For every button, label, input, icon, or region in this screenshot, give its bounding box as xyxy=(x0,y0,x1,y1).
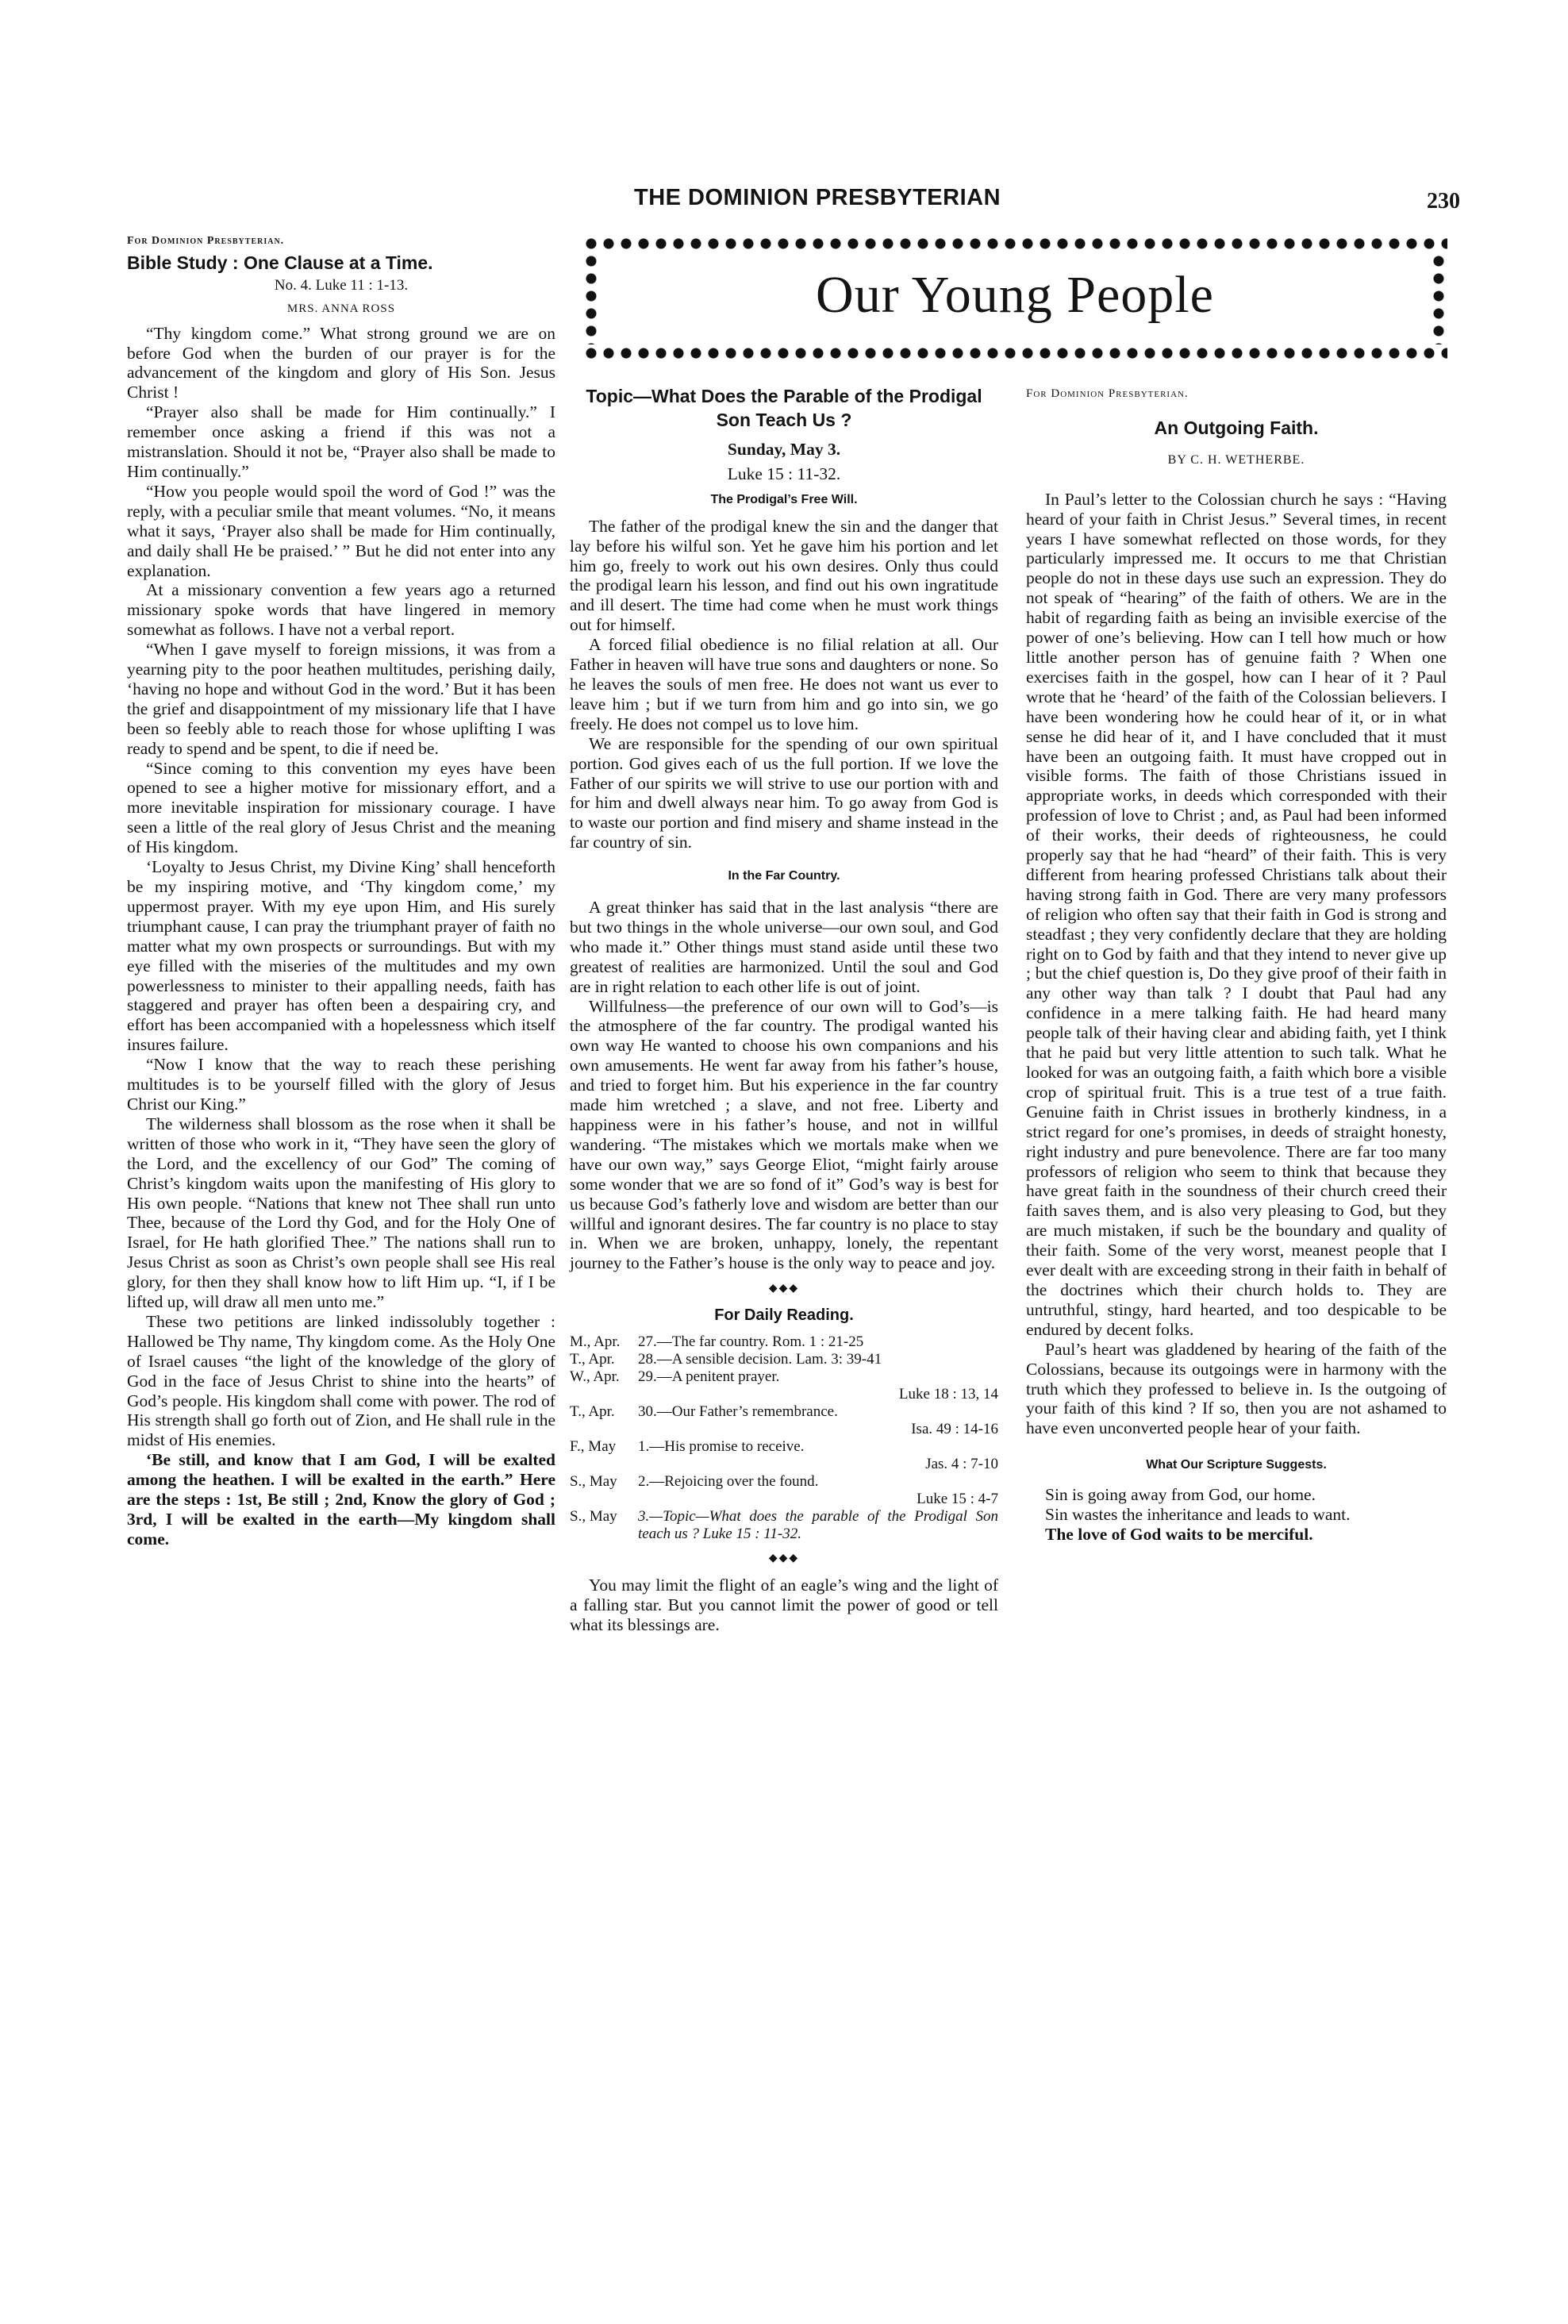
left-paragraph: The wilderness shall blossom as the rose when it shall be written of those who work in it, “They have seen the glory of the Lord, and the excellency of our God” The coming of Christ’s kingdom waits upon the manifesting of His glory to His own people. “Nations that knew not Thee shall run unto Thee, because of the Lord thy God, and for the Holy One of Israel, for He hath glorified Thee.” The nations shall run to Jesus Christ as soon as Christ’s own people shall see His real glory, for then they shall know how to lift Him up. “I, if I be lifted up, will draw all men unto me.” xyxy=(127,1114,555,1312)
left-paragraph: ‘Be still, and know that I am God, I will be exalted among the heathen. I will be exalted in the earth.” Here are the steps : 1st, Be still ; 2nd, Know the glory of God ; 3rd, I will be exalted in the earth—My kingdom shall come. xyxy=(127,1450,555,1549)
left-paragraph: ‘Loyalty to Jesus Christ, my Divine King’ shall henceforth be my inspiring motive, and ‘Thy kingdom come,’ my uppermost prayer. With my eye upon Him, and His surely triumphant cause, I can pray the triumphant prayer of faith no matter what my own prospects or surroundings. But with my eye filled with the miseries of the multitudes and my own powerlessness to minister to their appalling needs, faith has staggered and prayer has often been a despairing cry, and effort has been accompanied with a hopelessness which itself insures failure. xyxy=(127,857,555,1055)
right-sub-paragraph: Sin wastes the inheritance and leads to want. xyxy=(1045,1505,1351,1525)
page-header: THE DOMINION PRESBYTERIAN xyxy=(633,185,1001,210)
reading-row xyxy=(570,1403,998,1421)
ornament-divider: ◆◆◆ xyxy=(768,1283,800,1295)
reading-ref: Luke 18 : 13, 14 xyxy=(898,1386,998,1403)
right-paragraph: In Paul’s letter to the Colossian church he says : “Having heard of your faith in Christ Jesus.” Several times, in recent years I have somewhat reflected on those words, for they particularly impressed me. It occurs to me that Christian people do not in these days use such an expression. They do not speak of “hearing” of the faith of others. We are in the habit of regarding faith as being an invisible exercise of the power of one’s believing. How can I tell how much or how little another person has of genuine faith ? When one exercises faith in the gospel, how can I hear of it ? Paul wrote that he ‘heard’ of the faith of the Colossian believers. I have been wondering how he could hear of it, or in what sense he did hear of it, and I have concluded that it must have been an outgoing faith. It must have cropped out in visible forms. The faith of those Christians issued in appropriate works, in deeds which corresponded with their profession of love to Christ ; and, as Paul had been informed of their works, their deeds of righteousness, he could properly say that he had “heard” of their faith. This is very different from hearing professed Christians talk about their having strong faith in God. There are very many professors of religion who often say that their faith in God is strong and steadfast ; they very confidently declare that they are holding right on to God by faith and that they intend to never give up ; but the chief question is, Do they give proof of their faith in any other way than talk ? I doubt that Paul had any confidence in a mere talking faith. He had heard many people talk of their having clear and abiding faith, yet I think that he paid but very little attention to such talk. What he looked for was an outgoing faith, a faith which bore a visible crop of spiritual fruit. This is a true test of a true faith. Genuine faith in Christ issues in brotherly kindness, in a strict regard for one’s promises, in deeds of straight honesty, right industry and pure benevolence. There are far too many professors of religion who seem to think that because they have great faith in the soundness of their church creed their faith saves them, and is also very pleasing to God, but they are much mistaken, if such be the boundary and quality of their faith. Some of the very worst, meanest people that I ever dealt with are exceeding strong in their faith in behalf of the doctrines which their church holds to. They are untruthful, stingy, hard hearted, and too despicable to be endured by decent folks. xyxy=(1026,489,1447,1339)
left-paragraph: “How you people would spoil the word of God !” was the reply, with a peculiar smile that meant volumes. “No, it means what it says, ‘Prayer also shall be made for Him continually, and daily shall He be praised.’ ” But he did not enter into any explanation. xyxy=(127,481,555,580)
reading-text: 29.—A penitent prayer. xyxy=(638,1368,780,1386)
reading-day: T., Apr. xyxy=(570,1351,615,1368)
reading-day: F., May xyxy=(570,1438,617,1456)
topic-heading: Topic—What Does the Parable of the Prodigal Son Teach Us ? xyxy=(586,386,982,430)
middle-paragraph: Willfulness—the preference of our own will to God’s—is the atmosphere of the far country. The prodigal wanted his own way He wanted to choose his own companions and his own amusements. He went far away from his father’s house, and tried to forget him. But his experience in the far country made him wretched ; a slave, and not free. Liberty and happiness were in his father’s house, and not in willful wandering. “The mistakes which we mortals make when we have our own way,” says George Eliot, “might fairly arouse some wonder that we are so fond of it” God’s way is best for us because God’s fatherly love and wisdom are better than our willful and ignorant desires. The far country is no place to stay in. When we are broken, unhappy, lonely, the repentant journey to the Father’s house is the only way to peace and joy. xyxy=(570,996,998,1273)
left-column xyxy=(127,232,555,1549)
left-paragraph: “Now I know that the way to reach these perishing multitudes is to be yourself filled with the glory of Jesus Christ our King.” xyxy=(127,1055,555,1114)
right-kicker: For Dominion Presbyterian. xyxy=(1026,387,1189,400)
topic-scripture: Luke 15 : 11-32. xyxy=(727,464,841,483)
page-number: 230 xyxy=(1427,189,1460,214)
right-paragraph: Paul’s heart was gladdened by hearing of the faith of the Colossians, because its outgoings were in harmony with the truth which they professed to believe in. Is the outgoing of your faith of this kind ? If so, then you are not ashamed to have even unconverted people hear of your faith. xyxy=(1026,1339,1447,1438)
section-banner xyxy=(582,235,1447,362)
left-paragraph: “Thy kingdom come.” What strong ground we are on before God when the burden of our prayer is for the advancement of the kingdom and glory of His Son. Jesus Christ ! xyxy=(127,323,555,402)
reading-ref: Jas. 4 : 7-10 xyxy=(925,1456,998,1473)
reading-day: M., Apr. xyxy=(570,1333,621,1351)
left-paragraph: At a missionary convention a few years ago a returned missionary spoke words that have lingered in memory somewhat as follows. I have not a verbal report. xyxy=(127,580,555,640)
topic-date: Sunday, May 3. xyxy=(727,440,841,459)
reading-row xyxy=(570,1351,998,1368)
reading-day: W., Apr. xyxy=(570,1368,620,1386)
reading-text: 28.—A sensible decision. Lam. 3: 39-41 xyxy=(638,1351,882,1368)
reading-ref: Luke 15 : 4-7 xyxy=(917,1491,998,1508)
reading-day: S., May xyxy=(570,1473,617,1491)
reading-row xyxy=(570,1333,998,1351)
reading-row xyxy=(570,1473,998,1491)
section-heading-free-will: The Prodigal’s Free Will. xyxy=(710,492,858,506)
right-sub-paragraph: Sin is going away from God, our home. xyxy=(1045,1485,1316,1505)
left-paragraph: These two petitions are linked indissolubly together : Hallowed be Thy name, Thy kingdom come. As the Holy One of Israel causes “the light of the knowledge of the glory of God in the face of Jesus Christ to shine into the hearts” of God’s people. His kingdom shall come with power. The rod of His strength shall go forth out of Zion, and He shall rule in the midst of His enemies. xyxy=(127,1311,555,1450)
reading-text: 1.—His promise to receive. xyxy=(638,1438,805,1456)
right-column xyxy=(1026,384,1447,1545)
middle-paragraph: We are responsible for the spending of our own spiritual portion. God gives each of us the full portion. If we love the Father of our spirits we will strive to use our portion with and for him and dwell always near him. To go away from God is to waste our portion and find misery and shame instead in the far country of sin. xyxy=(570,733,998,852)
left-article-number: No. 4. Luke 11 : 1-13. xyxy=(274,276,409,294)
left-kicker: For Dominion Presbyterian. xyxy=(127,235,285,247)
left-paragraph: “Since coming to this convention my eyes have been opened to see a higher motive for missionary effort, and a more inevitable inspiration for missionary courage. I have seen a little of the real glory of Jesus Christ and the meaning of His kingdom. xyxy=(127,758,555,857)
right-article-title: An Outgoing Faith. xyxy=(1154,417,1319,438)
reading-row xyxy=(570,1508,998,1543)
middle-column xyxy=(570,384,998,1635)
reading-ref: Isa. 49 : 14-16 xyxy=(911,1421,998,1438)
reading-text: 3.—Topic—What does the parable of the Prodigal Son teach us ? Luke 15 : 11-32. xyxy=(638,1508,998,1543)
closing-paragraph: You may limit the flight of an eagle’s wing and the light of a falling star. But you cannot limit the power of good or tell what its blessings are. xyxy=(570,1575,998,1634)
right-article-author: BY C. H. WETHERBE. xyxy=(1167,452,1305,467)
banner-title: Our Young People xyxy=(816,266,1214,324)
reading-day: T., Apr. xyxy=(570,1403,615,1421)
left-paragraph: “Prayer also shall be made for Him continually.” I remember once asking a friend if this was not a mistranslation. Should it not be, “Prayer also shall be made to Him continually.” xyxy=(127,402,555,481)
reading-row xyxy=(570,1438,998,1456)
section-heading-scripture-suggests: What Our Scripture Suggests. xyxy=(1146,1458,1327,1472)
daily-reading-list xyxy=(570,1333,998,1543)
middle-paragraph: A forced filial obedience is no filial relation at all. Our Father in heaven will have true sons and daughters or none. So he leaves the souls of men free. He does not want us ever to leave him ; but if we turn from him and go into sin, we go freely. He does not compel us to love him. xyxy=(570,635,998,733)
section-heading-far-country: In the Far Country. xyxy=(728,869,840,883)
left-article-author: MRS. ANNA ROSS xyxy=(286,302,396,315)
reading-text: 2.—Rejoicing over the found. xyxy=(638,1473,819,1491)
middle-paragraph: A great thinker has said that in the last analysis “there are but two things in the whole universe—our own soul, and God who made it.” Other things must stand aside until these two greatest of realities are harmonized. Until the soul and God are in right relation to each other life is out of joint. xyxy=(570,898,998,996)
reading-text: 27.—The far country. Rom. 1 : 21-25 xyxy=(638,1333,864,1351)
left-article-title: Bible Study : One Clause at a Time. xyxy=(127,252,433,273)
reading-row xyxy=(570,1368,998,1386)
ornament-divider: ◆◆◆ xyxy=(768,1553,800,1565)
daily-reading-heading: For Daily Reading. xyxy=(714,1306,854,1325)
banner-border-bottom xyxy=(582,344,1447,362)
reading-text: 30.—Our Father’s remembrance. xyxy=(638,1403,838,1421)
reading-day: S., May xyxy=(570,1508,617,1526)
left-paragraph: “When I gave myself to foreign missions, it was from a yearning pity to the poor heathen multitudes, perishing daily, ‘having no hope and without God in the word.’ But it has been the grief and disappointment of my missionary life that I have been so feebly able to reach those for whose uplifting I was ready to spend and be spent, to die if need be. xyxy=(127,640,555,758)
banner-border-top xyxy=(582,235,1447,252)
middle-paragraph: The father of the prodigal knew the sin and the danger that lay before his wilful son. Yet he gave him his portion and let him go, freely to work out his own desires. Only thus could the prodigal learn his lesson, and find out his own ingratitude and ill desert. The time had come when he must work things out for himself. xyxy=(570,516,998,635)
right-sub-paragraph: The love of God waits to be merciful. xyxy=(1045,1524,1313,1544)
